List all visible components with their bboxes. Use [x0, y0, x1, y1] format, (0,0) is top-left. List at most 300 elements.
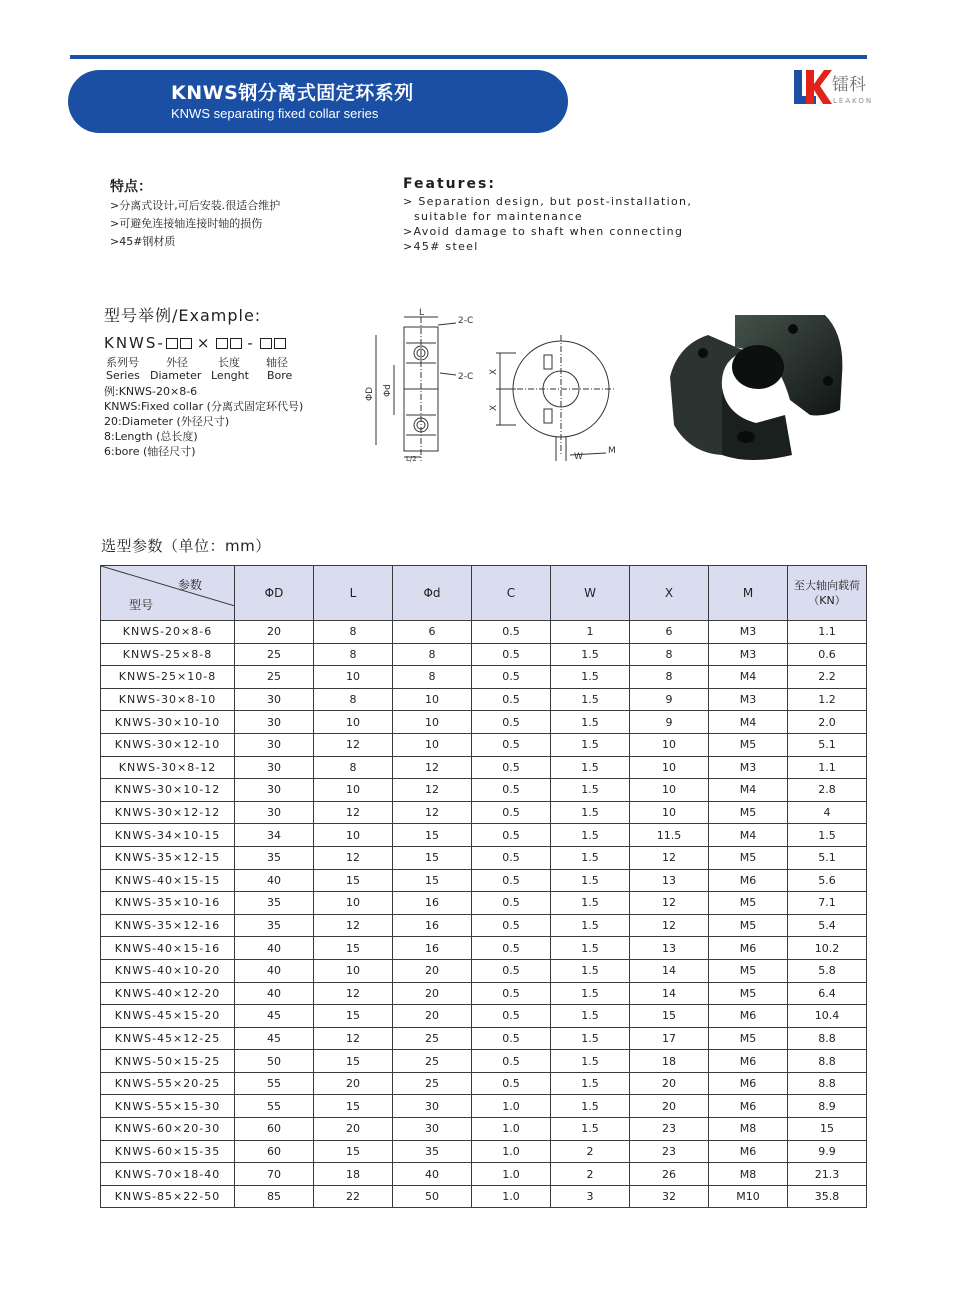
table-row	[101, 1095, 867, 1118]
cell-m: M10	[709, 1185, 788, 1208]
cell-model: KNWS-40×10-20	[101, 959, 235, 982]
cell-model: KNWS-34×10-15	[101, 824, 235, 847]
cell-c: 0.5	[472, 1027, 551, 1050]
table-row	[101, 1118, 867, 1141]
cell-m: M8	[709, 1163, 788, 1186]
cell-bore: 16	[393, 892, 472, 915]
cell-bore: 8	[393, 643, 472, 666]
header-bore: Φd	[393, 566, 472, 621]
cell-max-load: 15	[788, 1118, 867, 1141]
example-code	[104, 334, 303, 352]
cell-c: 1.0	[472, 1163, 551, 1186]
cell-max-load: 0.6	[788, 643, 867, 666]
cell-length: 15	[314, 937, 393, 960]
cell-max-load: 5.1	[788, 846, 867, 869]
cell-c: 0.5	[472, 688, 551, 711]
cell-outer-diameter: 55	[235, 1095, 314, 1118]
cell-model: KNWS-55×20-25	[101, 1072, 235, 1095]
cell-m: M3	[709, 756, 788, 779]
cell-length: 22	[314, 1185, 393, 1208]
cell-outer-diameter: 30	[235, 779, 314, 802]
features-en-heading: Features:	[403, 176, 496, 192]
cell-x: 9	[630, 711, 709, 734]
table-row	[101, 1140, 867, 1163]
cell-x: 23	[630, 1140, 709, 1163]
cell-x: 32	[630, 1185, 709, 1208]
cell-model: KNWS-35×12-16	[101, 914, 235, 937]
cell-c: 0.5	[472, 959, 551, 982]
cell-bore: 12	[393, 756, 472, 779]
dim-bore-label: Φd	[383, 384, 393, 397]
cell-w: 1.5	[551, 643, 630, 666]
example-title: 型号举例/Example:	[104, 306, 262, 325]
table-header-row	[101, 566, 867, 621]
table-row	[101, 1072, 867, 1095]
cell-outer-diameter: 40	[235, 937, 314, 960]
cell-model: KNWS-85×22-50	[101, 1185, 235, 1208]
cell-x: 14	[630, 982, 709, 1005]
table-row	[101, 1163, 867, 1186]
cell-outer-diameter: 35	[235, 914, 314, 937]
cell-max-load: 1.5	[788, 824, 867, 847]
table-row	[101, 801, 867, 824]
cell-bore: 15	[393, 846, 472, 869]
note-line: 8:Length (总长度)	[104, 430, 198, 443]
cell-length: 8	[314, 688, 393, 711]
cell-bore: 12	[393, 779, 472, 802]
brand-logo	[792, 66, 872, 114]
table-row	[101, 711, 867, 734]
corner-param: 参数	[177, 578, 202, 592]
cell-bore: 25	[393, 1027, 472, 1050]
lk-logo-icon	[792, 66, 832, 110]
dim-L-label: L	[419, 308, 425, 318]
cell-w: 1.5	[551, 756, 630, 779]
cell-c: 0.5	[472, 982, 551, 1005]
cell-outer-diameter: 25	[235, 666, 314, 689]
cell-m: M5	[709, 959, 788, 982]
cell-w: 1.5	[551, 1118, 630, 1141]
cell-length: 12	[314, 801, 393, 824]
cell-w: 1.5	[551, 982, 630, 1005]
cell-length: 10	[314, 711, 393, 734]
cell-m: M4	[709, 779, 788, 802]
cell-m: M6	[709, 1005, 788, 1028]
cell-w: 1.5	[551, 801, 630, 824]
table-row	[101, 892, 867, 915]
label-diameter-en: Diameter	[150, 369, 202, 382]
header-outer-diameter: ΦD	[235, 566, 314, 621]
cell-x: 11.5	[630, 824, 709, 847]
dim-2c-label: 2-C	[458, 372, 474, 382]
cell-model: KNWS-40×15-16	[101, 937, 235, 960]
cell-model: KNWS-45×12-25	[101, 1027, 235, 1050]
table-row	[101, 643, 867, 666]
cell-x: 10	[630, 756, 709, 779]
cell-x: 13	[630, 869, 709, 892]
header-x: X	[630, 566, 709, 621]
cell-model: KNWS-60×15-35	[101, 1140, 235, 1163]
cell-m: M4	[709, 824, 788, 847]
cell-c: 0.5	[472, 914, 551, 937]
cell-outer-diameter: 30	[235, 688, 314, 711]
cell-m: M5	[709, 1027, 788, 1050]
technical-drawing	[356, 305, 646, 465]
max-load-unit: （KN）	[808, 594, 846, 607]
feature-cn-item: >可避免连接轴连接时轴的损伤	[110, 217, 263, 230]
cell-model: KNWS-30×12-10	[101, 733, 235, 756]
cell-outer-diameter: 20	[235, 621, 314, 644]
cell-m: M5	[709, 733, 788, 756]
cell-x: 17	[630, 1027, 709, 1050]
note-line: 6:bore (轴径尺寸)	[104, 445, 196, 458]
cell-length: 10	[314, 824, 393, 847]
cell-length: 15	[314, 1140, 393, 1163]
cell-outer-diameter: 30	[235, 801, 314, 824]
cell-model: KNWS-25×10-8	[101, 666, 235, 689]
title-banner	[68, 70, 568, 133]
cell-w: 1.5	[551, 959, 630, 982]
cell-length: 10	[314, 779, 393, 802]
cell-model: KNWS-30×10-10	[101, 711, 235, 734]
cell-w: 3	[551, 1185, 630, 1208]
cell-max-load: 1.1	[788, 756, 867, 779]
cell-w: 1.5	[551, 1005, 630, 1028]
cell-w: 1.5	[551, 666, 630, 689]
page-title: KNWS钢分离式固定环系列	[171, 82, 414, 104]
cell-c: 0.5	[472, 711, 551, 734]
cell-m: M5	[709, 892, 788, 915]
cell-outer-diameter: 35	[235, 892, 314, 915]
cell-w: 1.5	[551, 779, 630, 802]
cell-bore: 8	[393, 666, 472, 689]
cell-length: 8	[314, 756, 393, 779]
cell-x: 13	[630, 937, 709, 960]
cell-length: 12	[314, 1027, 393, 1050]
cell-m: M6	[709, 1095, 788, 1118]
cell-w: 1.5	[551, 1095, 630, 1118]
cell-max-load: 8.8	[788, 1027, 867, 1050]
cell-bore: 25	[393, 1072, 472, 1095]
cell-length: 8	[314, 621, 393, 644]
label-series-cn: 系列号	[106, 356, 139, 369]
cell-w: 1.5	[551, 1072, 630, 1095]
example-notes	[104, 384, 303, 459]
cell-max-load: 5.6	[788, 869, 867, 892]
table-row	[101, 959, 867, 982]
note-line: KNWS:Fixed collar (分离式固定环代号)	[104, 400, 304, 413]
dim-m-label: M	[608, 446, 616, 456]
cell-max-load: 2.8	[788, 779, 867, 802]
dim-2c-label: 2-C	[458, 316, 474, 326]
cell-max-load: 8.8	[788, 1050, 867, 1073]
cell-bore: 6	[393, 621, 472, 644]
cell-bore: 10	[393, 733, 472, 756]
feature-en-item: > Separation design, but post-installation,	[403, 195, 693, 208]
cell-length: 12	[314, 733, 393, 756]
cell-length: 20	[314, 1118, 393, 1141]
top-rule	[70, 55, 867, 59]
logo-cn-text: 镭科	[832, 75, 866, 95]
cell-m: M5	[709, 801, 788, 824]
cell-model: KNWS-20×8-6	[101, 621, 235, 644]
cell-x: 9	[630, 688, 709, 711]
features-en	[403, 177, 692, 254]
cell-x: 10	[630, 733, 709, 756]
selection-title: 选型参数（单位：mm）	[101, 537, 271, 555]
cell-outer-diameter: 70	[235, 1163, 314, 1186]
cell-max-load: 5.1	[788, 733, 867, 756]
cell-c: 0.5	[472, 733, 551, 756]
cell-m: M6	[709, 1072, 788, 1095]
header-c: C	[472, 566, 551, 621]
cell-m: M3	[709, 688, 788, 711]
cell-bore: 15	[393, 869, 472, 892]
table-row	[101, 824, 867, 847]
cell-outer-diameter: 30	[235, 756, 314, 779]
cell-bore: 35	[393, 1140, 472, 1163]
cell-bore: 40	[393, 1163, 472, 1186]
cell-length: 20	[314, 1072, 393, 1095]
cell-length: 12	[314, 914, 393, 937]
cell-c: 0.5	[472, 801, 551, 824]
cell-length: 15	[314, 1095, 393, 1118]
table-row	[101, 1027, 867, 1050]
cell-w: 2	[551, 1140, 630, 1163]
cell-x: 12	[630, 914, 709, 937]
label-bore-en: Bore	[267, 369, 293, 382]
cell-length: 10	[314, 959, 393, 982]
cell-w: 1.5	[551, 824, 630, 847]
cell-model: KNWS-40×15-15	[101, 869, 235, 892]
cell-outer-diameter: 85	[235, 1185, 314, 1208]
cell-bore: 10	[393, 688, 472, 711]
cell-max-load: 6.4	[788, 982, 867, 1005]
placeholder-box	[274, 338, 286, 349]
cell-model: KNWS-50×15-25	[101, 1050, 235, 1073]
features-cn-heading: 特点：	[110, 179, 152, 195]
cell-x: 26	[630, 1163, 709, 1186]
cell-m: M5	[709, 846, 788, 869]
table-row	[101, 688, 867, 711]
cell-outer-diameter: 30	[235, 733, 314, 756]
corner-model: 型号	[129, 598, 154, 612]
table-row	[101, 666, 867, 689]
cell-x: 18	[630, 1050, 709, 1073]
cell-length: 15	[314, 1005, 393, 1028]
feature-cn-item: >45#钢材质	[110, 235, 176, 248]
cell-bore: 15	[393, 824, 472, 847]
code-dash: -	[247, 334, 255, 352]
table-row	[101, 846, 867, 869]
header-w: W	[551, 566, 630, 621]
cell-c: 0.5	[472, 1072, 551, 1095]
cell-m: M3	[709, 621, 788, 644]
cell-length: 10	[314, 666, 393, 689]
features-cn	[110, 178, 280, 251]
spec-table	[100, 565, 867, 1208]
cell-length: 15	[314, 869, 393, 892]
cell-x: 15	[630, 1005, 709, 1028]
cell-length: 10	[314, 892, 393, 915]
cell-model: KNWS-40×12-20	[101, 982, 235, 1005]
cell-model: KNWS-70×18-40	[101, 1163, 235, 1186]
placeholder-box	[166, 338, 178, 349]
cell-bore: 20	[393, 1005, 472, 1028]
cell-model: KNWS-45×15-20	[101, 1005, 235, 1028]
table-row	[101, 733, 867, 756]
cell-x: 14	[630, 959, 709, 982]
placeholder-box	[180, 338, 192, 349]
cell-w: 2	[551, 1163, 630, 1186]
code-labels	[104, 354, 303, 384]
diagonal-divider	[101, 566, 235, 620]
cell-outer-diameter: 40	[235, 959, 314, 982]
cell-model: KNWS-35×10-16	[101, 892, 235, 915]
cell-length: 12	[314, 846, 393, 869]
cell-outer-diameter: 60	[235, 1140, 314, 1163]
placeholder-box	[230, 338, 242, 349]
cell-w: 1	[551, 621, 630, 644]
cell-bore: 25	[393, 1050, 472, 1073]
table-row	[101, 1005, 867, 1028]
label-bore-cn: 轴径	[266, 356, 288, 369]
cell-model: KNWS-25×8-8	[101, 643, 235, 666]
collar-photo	[660, 305, 850, 465]
cell-m: M6	[709, 1140, 788, 1163]
cell-max-load: 35.8	[788, 1185, 867, 1208]
feature-cn-item: >分离式设计,可后安装.很适合维护	[110, 199, 281, 212]
cell-length: 18	[314, 1163, 393, 1186]
dim-x-label: X	[489, 368, 499, 375]
cell-max-load: 4	[788, 801, 867, 824]
cell-c: 0.5	[472, 937, 551, 960]
table-row	[101, 756, 867, 779]
dim-w-label: W	[574, 452, 583, 462]
placeholder-box	[216, 338, 228, 349]
cell-model: KNWS-55×15-30	[101, 1095, 235, 1118]
cell-w: 1.5	[551, 733, 630, 756]
cell-w: 1.5	[551, 892, 630, 915]
cell-max-load: 21.3	[788, 1163, 867, 1186]
cell-bore: 30	[393, 1095, 472, 1118]
cell-bore: 12	[393, 801, 472, 824]
cell-model: KNWS-30×10-12	[101, 779, 235, 802]
table-row	[101, 1050, 867, 1073]
cell-x: 20	[630, 1095, 709, 1118]
cell-m: M6	[709, 1050, 788, 1073]
cell-bore: 30	[393, 1118, 472, 1141]
cell-outer-diameter: 34	[235, 824, 314, 847]
cell-c: 0.5	[472, 643, 551, 666]
cell-m: M5	[709, 982, 788, 1005]
table-row	[101, 1185, 867, 1208]
cell-bore: 16	[393, 937, 472, 960]
cell-outer-diameter: 35	[235, 846, 314, 869]
label-length-cn: 长度	[218, 356, 240, 369]
example-section	[104, 303, 303, 459]
cell-model: KNWS-30×8-10	[101, 688, 235, 711]
cell-max-load: 7.1	[788, 892, 867, 915]
cell-w: 1.5	[551, 1027, 630, 1050]
cell-outer-diameter: 25	[235, 643, 314, 666]
cell-m: M6	[709, 937, 788, 960]
cell-max-load: 1.1	[788, 621, 867, 644]
cell-bore: 16	[393, 914, 472, 937]
table-row	[101, 869, 867, 892]
label-diameter-cn: 外径	[166, 356, 188, 369]
header-length: L	[314, 566, 393, 621]
cell-max-load: 1.2	[788, 688, 867, 711]
cell-x: 12	[630, 846, 709, 869]
cell-max-load: 10.4	[788, 1005, 867, 1028]
cell-max-load: 8.9	[788, 1095, 867, 1118]
cell-outer-diameter: 40	[235, 869, 314, 892]
cell-m: M8	[709, 1118, 788, 1141]
logo-en-text: LEAKON	[833, 97, 874, 105]
cell-x: 10	[630, 801, 709, 824]
header-max-load	[788, 566, 867, 621]
cell-m: M4	[709, 666, 788, 689]
cell-max-load: 2.0	[788, 711, 867, 734]
cell-c: 0.5	[472, 756, 551, 779]
cell-outer-diameter: 45	[235, 1005, 314, 1028]
cell-model: KNWS-60×20-30	[101, 1118, 235, 1141]
feature-en-item: suitable for maintenance	[414, 210, 584, 223]
cell-model: KNWS-30×12-12	[101, 801, 235, 824]
page-subtitle: KNWS separating fixed collar series	[171, 106, 379, 121]
spec-table-body	[101, 621, 867, 1208]
table-row	[101, 779, 867, 802]
cell-c: 1.0	[472, 1185, 551, 1208]
cell-c: 0.5	[472, 779, 551, 802]
cell-m: M5	[709, 914, 788, 937]
cell-m: M6	[709, 869, 788, 892]
cell-x: 6	[630, 621, 709, 644]
cell-w: 1.5	[551, 1050, 630, 1073]
cell-bore: 20	[393, 982, 472, 1005]
cell-outer-diameter: 50	[235, 1050, 314, 1073]
note-line: 例:KNWS-20×8-6	[104, 385, 198, 398]
cell-model: KNWS-30×8-12	[101, 756, 235, 779]
cell-w: 1.5	[551, 937, 630, 960]
code-times: ×	[196, 334, 212, 352]
table-row	[101, 982, 867, 1005]
table-row	[101, 914, 867, 937]
cell-max-load: 2.2	[788, 666, 867, 689]
cell-max-load: 5.8	[788, 959, 867, 982]
cell-x: 8	[630, 643, 709, 666]
cell-c: 1.0	[472, 1095, 551, 1118]
cell-x: 23	[630, 1118, 709, 1141]
header-m: M	[709, 566, 788, 621]
cell-max-load: 9.9	[788, 1140, 867, 1163]
placeholder-box	[260, 338, 272, 349]
cell-x: 8	[630, 666, 709, 689]
cell-m: M3	[709, 643, 788, 666]
cell-length: 15	[314, 1050, 393, 1073]
cell-max-load: 10.2	[788, 937, 867, 960]
cell-c: 1.0	[472, 1118, 551, 1141]
cell-model: KNWS-35×12-15	[101, 846, 235, 869]
dim-x-label: X	[489, 404, 499, 411]
cell-length: 12	[314, 982, 393, 1005]
feature-en-item: >45# steel	[403, 240, 479, 253]
cell-c: 0.5	[472, 666, 551, 689]
cell-outer-diameter: 40	[235, 982, 314, 1005]
cell-c: 0.5	[472, 892, 551, 915]
dim-outer-diameter-label: ΦD	[365, 386, 375, 401]
